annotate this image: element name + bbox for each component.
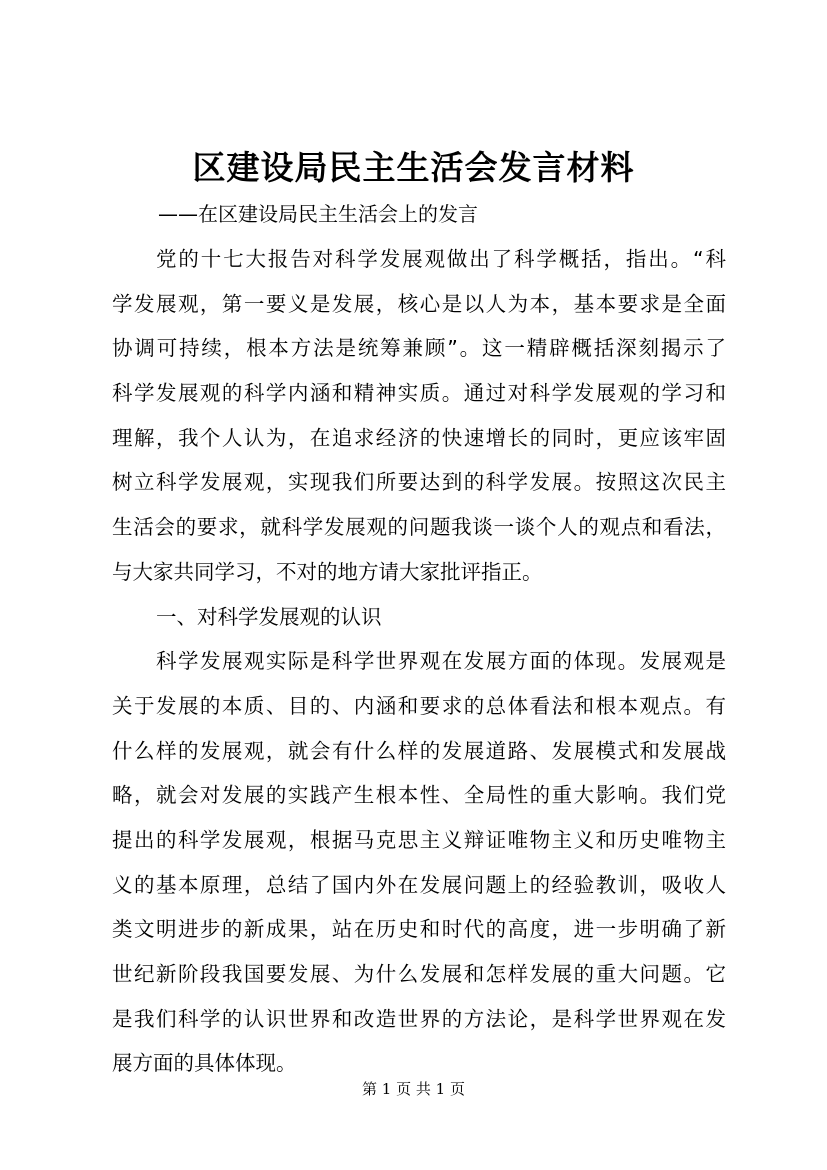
paragraph-line: 协调可持续，根本方法是统筹兼顾”。这一精辟概括深刻揭示了 [112, 336, 726, 361]
document-title: 区建设局民主生活会发言材料 [192, 148, 635, 187]
paragraph-line: 理解，我个人认为，在追求经济的快速增长的同时，更应该牢固 [112, 425, 726, 450]
paragraph-line: 关于发展的本质、目的、内涵和要求的总体看法和根本观点。有 [112, 693, 726, 718]
paragraph-line: 党的十七大报告对科学发展观做出了科学概括，指出。“科 [156, 247, 726, 271]
page-number-footer: 第 1 页 共 1 页 [362, 1080, 465, 1098]
document-body [112, 237, 726, 1086]
paragraph-line: 义的基本原理，总结了国内外在发展问题上的经验教训，吸收人 [112, 872, 726, 897]
document-subtitle: ——在区建设局民主生活会上的发言 [158, 202, 478, 226]
paragraph-line: 学发展观，第一要义是发展，核心是以人为本，基本要求是全面 [112, 291, 726, 316]
paragraph-line: 是我们科学的认识世界和改造世界的方法论，是科学世界观在发 [112, 1006, 726, 1031]
paragraph-line: 世纪新阶段我国要发展、为什么发展和怎样发展的重大问题。它 [112, 962, 726, 986]
paragraph-line: 提出的科学发展观，根据马克思主义辩证唯物主义和历史唯物主 [112, 827, 726, 852]
paragraph-line: 树立科学发展观，实现我们所要达到的科学发展。按照这次民主 [112, 470, 726, 495]
paragraph-line: 科学发展观的科学内涵和精神实质。通过对科学发展观的学习和 [112, 381, 726, 406]
paragraph-line: 与大家共同学习，不对的地方请大家批评指正。 [112, 559, 543, 584]
paragraph-line: 展方面的具体体现。 [112, 1051, 297, 1076]
paragraph-line: 生活会的要求，就科学发展观的问题我谈一谈个人的观点和看法， [112, 515, 726, 540]
paragraph-line: 什么样的发展观，就会有什么样的发展道路、发展模式和发展战 [112, 738, 726, 763]
paragraph-line: 略，就会对发展的实践产生根本性、全局性的重大影响。我们党 [112, 783, 726, 808]
section-heading: 一、对科学发展观的认识 [156, 604, 382, 629]
paragraph-line: 科学发展观实际是科学世界观在发展方面的体现。发展观是 [156, 649, 726, 674]
paragraph-line: 类文明进步的新成果，站在历史和时代的高度，进一步明确了新 [112, 917, 726, 942]
